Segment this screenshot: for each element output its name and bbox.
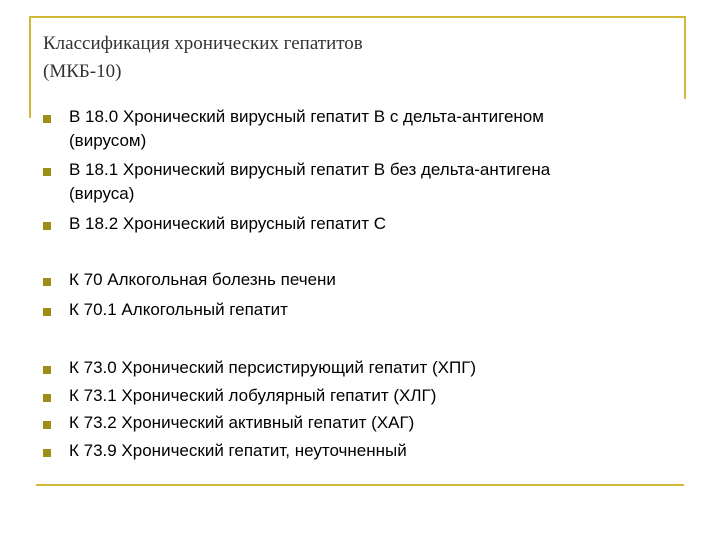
square-bullet-icon (43, 394, 51, 402)
square-bullet-icon (43, 366, 51, 374)
list-item-text: В 18.2 Хронический вирусный гепатит С (69, 214, 387, 233)
list-item-text: К 70.1 Алкогольный гепатит (69, 300, 288, 319)
list-item-text: К 73.9 Хронический гепатит, неуточненный (69, 441, 407, 460)
list-item-text: К 73.2 Хронический активный гепатит (ХАГ) (69, 413, 415, 432)
list-item-text-continuation: (вируса) (69, 184, 135, 203)
square-bullet-icon (43, 308, 51, 316)
slide-title-line-2: (МКБ-10) (43, 61, 122, 82)
frame-right-line (684, 16, 686, 99)
list-item-text: В 18.1 Хронический вирусный гепатит В без дельта-антигена (69, 160, 551, 179)
slide-title (43, 30, 363, 86)
list-item-text: К 73.0 Хронический персистирующий гепатит (ХПГ) (69, 358, 477, 377)
square-bullet-icon (43, 449, 51, 457)
frame-bottom-line (36, 484, 684, 486)
square-bullet-icon (43, 278, 51, 286)
square-bullet-icon (43, 421, 51, 429)
list-item-text: К 73.1 Хронический лобулярный гепатит (ХЛГ) (69, 386, 437, 405)
square-bullet-icon (43, 115, 51, 123)
list-item-text: К 70 Алкогольная болезнь печени (69, 270, 336, 289)
slide-title-line-1: Классификация хронических гепатитов (43, 33, 363, 54)
list-item-text: В 18.0 Хронический вирусный гепатит В с дельта-антигеном (69, 107, 544, 126)
frame-left-line (29, 16, 31, 118)
frame-top-line (29, 16, 686, 18)
list-item-text-continuation: (вирусом) (69, 131, 147, 150)
square-bullet-icon (43, 168, 51, 176)
square-bullet-icon (43, 222, 51, 230)
